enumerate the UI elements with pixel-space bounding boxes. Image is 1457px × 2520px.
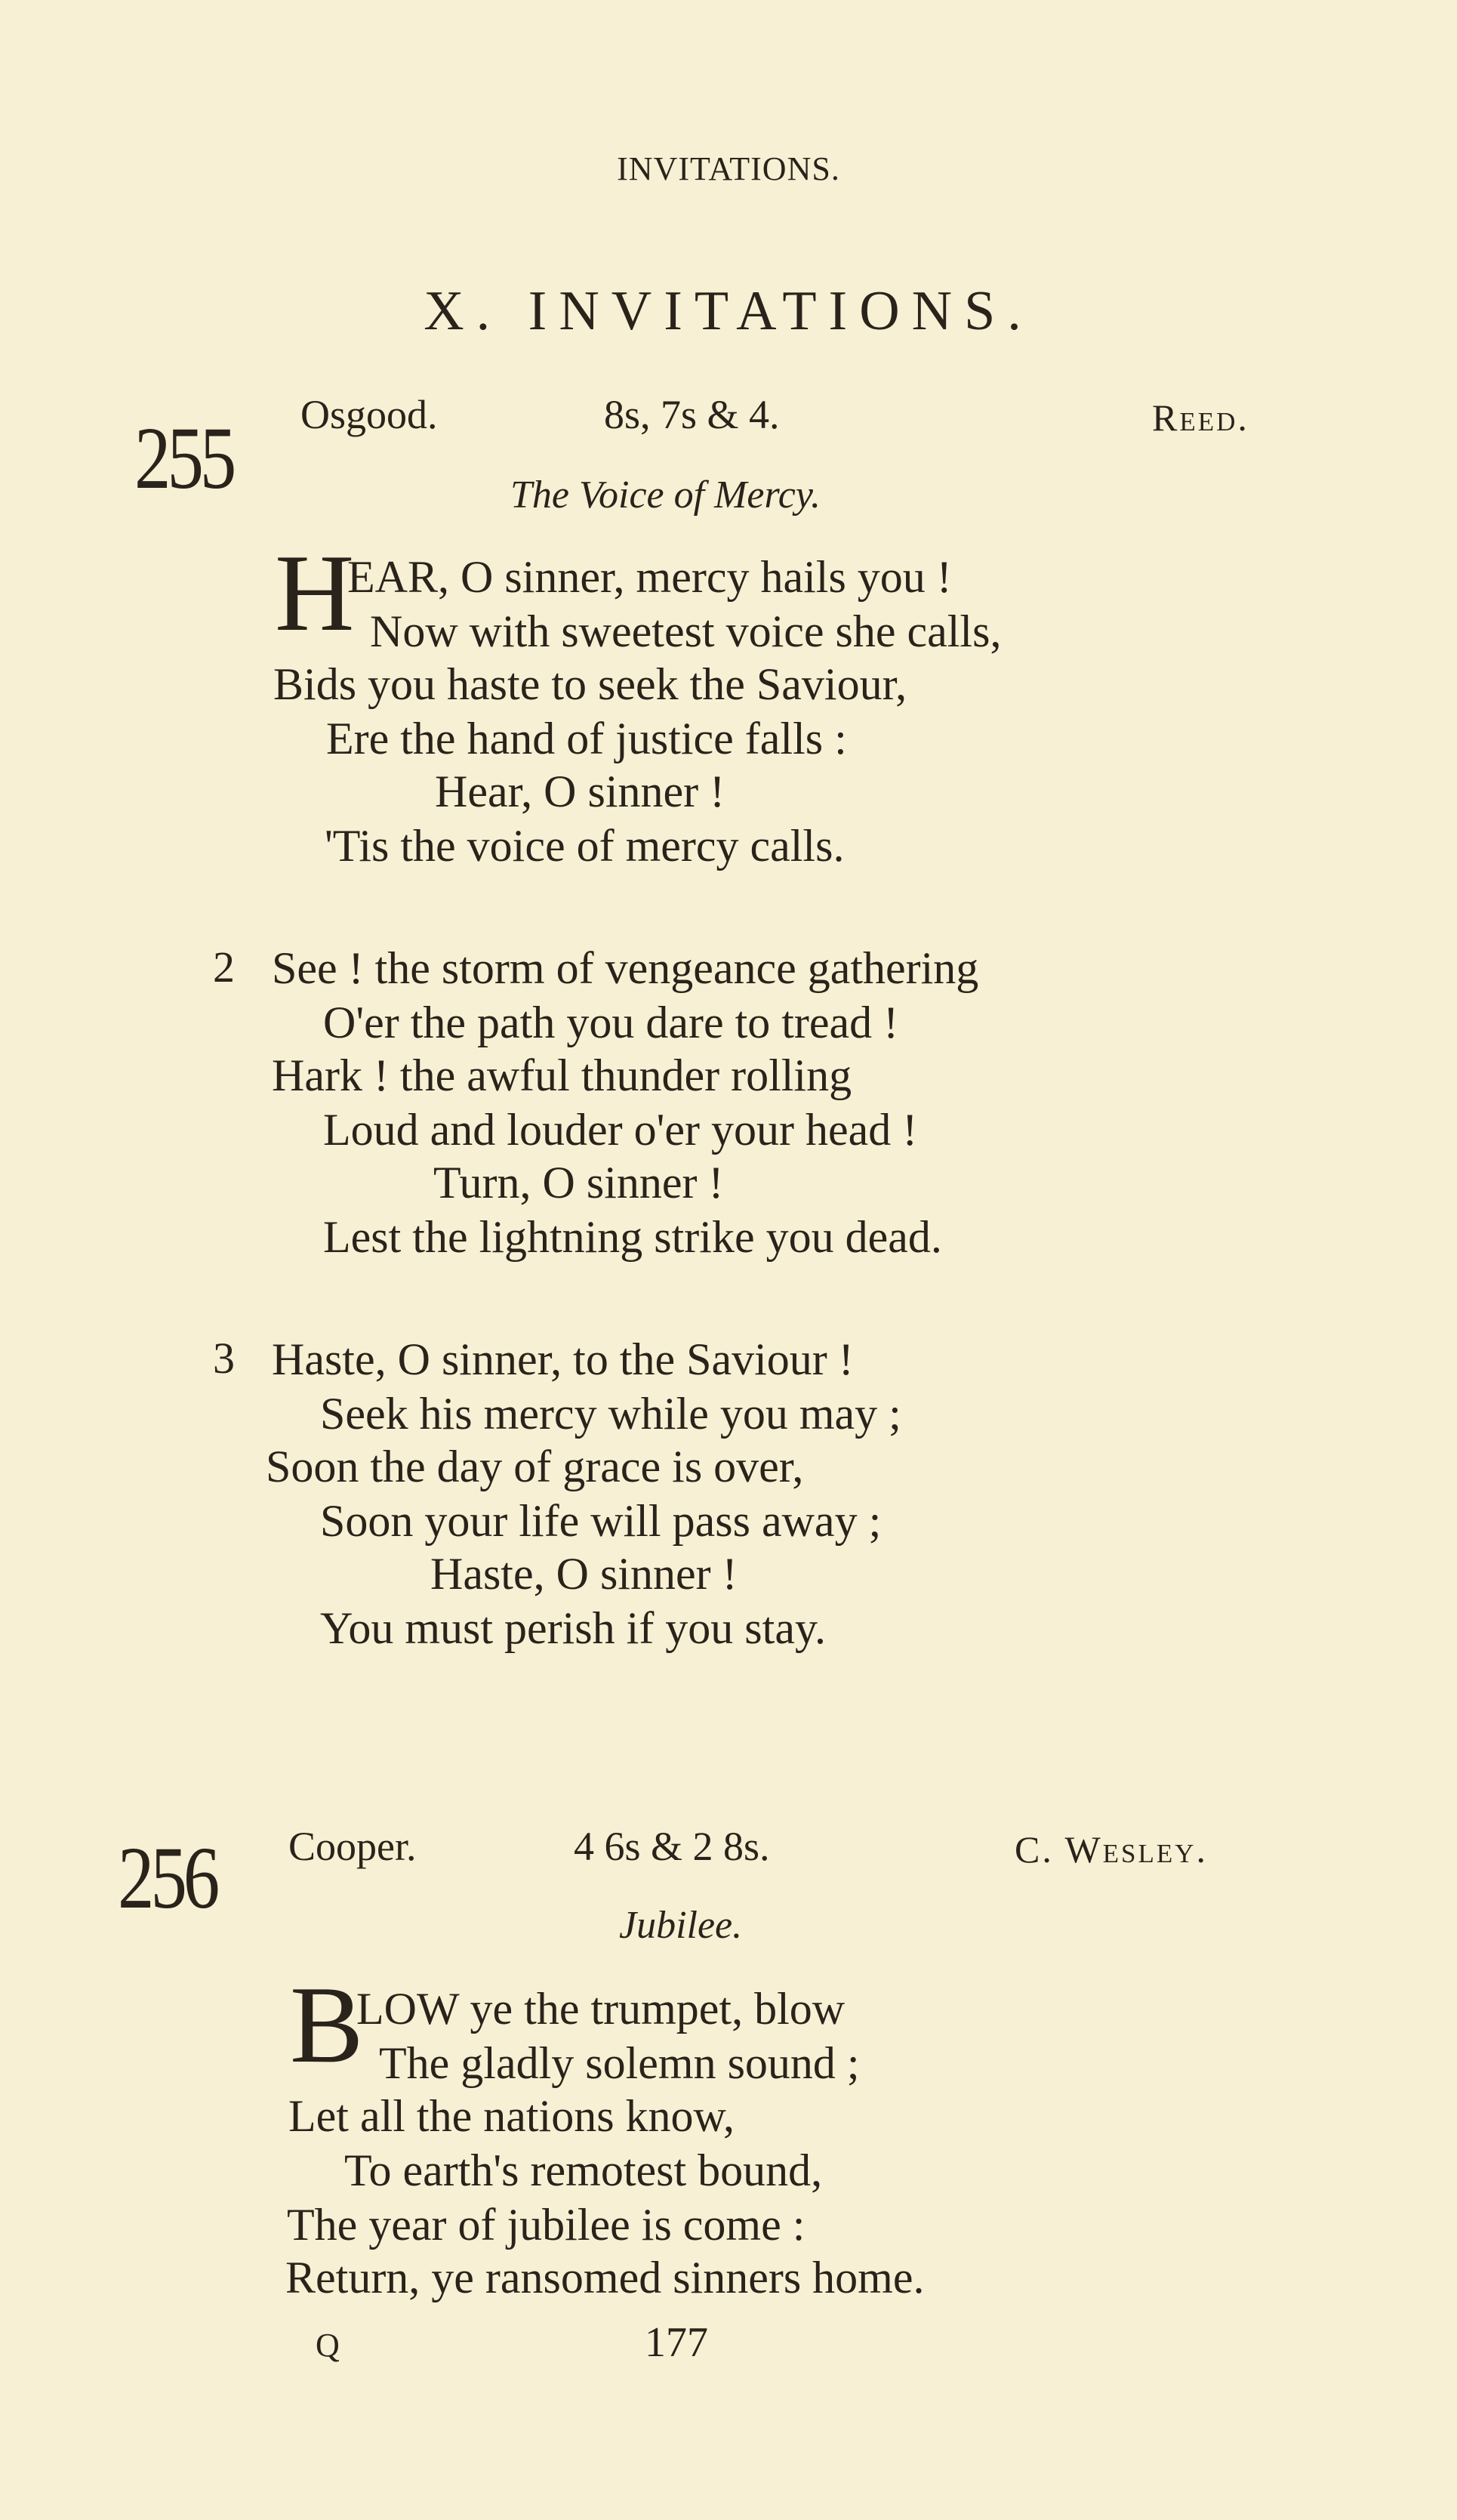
verse-line: Now with sweetest voice she calls,: [370, 606, 1002, 656]
hymn-subtitle: The Voice of Mercy.: [510, 473, 821, 517]
verse-line: O'er the path you dare to tread !: [323, 998, 899, 1047]
section-title: X. INVITATIONS.: [424, 280, 1033, 342]
verse-line: Seek his mercy while you may ;: [320, 1389, 901, 1439]
author: C. Wesley.: [1015, 1828, 1209, 1871]
verse-line: See ! the storm of vengeance gathering: [272, 943, 979, 993]
verse-line: Ere the hand of justice falls :: [326, 714, 847, 763]
verse-line: Return, ye ransomed sinners home.: [285, 2253, 925, 2303]
verse-line: Haste, O sinner, to the Saviour !: [272, 1334, 854, 1384]
verse-line: Soon the day of grace is over,: [266, 1442, 804, 1491]
verse-line: Bids you haste to seek the Saviour,: [273, 659, 907, 709]
verse-line: Hear, O sinner !: [435, 766, 725, 816]
hymn-number: 255: [134, 409, 233, 507]
verse-line: The gladly solemn sound ;: [379, 2038, 860, 2088]
verse-line: Turn, O sinner !: [433, 1158, 724, 1208]
author: Reed.: [1152, 396, 1249, 439]
verse-line: The year of jubilee is come :: [287, 2200, 806, 2250]
stanza-number: 3: [213, 1334, 235, 1383]
verse-line: Lest the lightning strike you dead.: [323, 1212, 942, 1262]
tune-name: Osgood.: [300, 392, 438, 437]
verse-line: Loud and louder o'er your head !: [323, 1105, 918, 1155]
verse-line: You must perish if you stay.: [320, 1603, 827, 1653]
verse-line: Hark ! the awful thunder rolling: [272, 1050, 852, 1100]
tune-name: Cooper.: [288, 1824, 417, 1869]
running-head: INVITATIONS.: [617, 150, 840, 187]
page-number: 177: [645, 2319, 708, 2366]
drop-cap: B: [290, 1963, 364, 2086]
stanza-number: 2: [213, 942, 235, 992]
drop-cap: H: [275, 532, 355, 654]
verse-line: Haste, O sinner !: [430, 1549, 738, 1599]
hymn-subtitle: Jubilee.: [619, 1904, 743, 1947]
verse-line: LOW ye the trumpet, blow: [356, 1984, 846, 2034]
verse-line: EAR, O sinner, mercy hails you !: [347, 552, 952, 602]
signature-mark: Q: [316, 2327, 340, 2364]
verse-line: 'Tis the voice of mercy calls.: [325, 821, 845, 871]
verse-line: Let all the nations know,: [288, 2091, 735, 2141]
meter: 8s, 7s & 4.: [604, 392, 780, 437]
verse-line: Soon your life will pass away ;: [320, 1496, 882, 1546]
meter: 4 6s & 2 8s.: [574, 1824, 770, 1869]
hymn-number: 256: [118, 1828, 217, 1927]
verse-line: To earth's remotest bound,: [344, 2145, 823, 2195]
